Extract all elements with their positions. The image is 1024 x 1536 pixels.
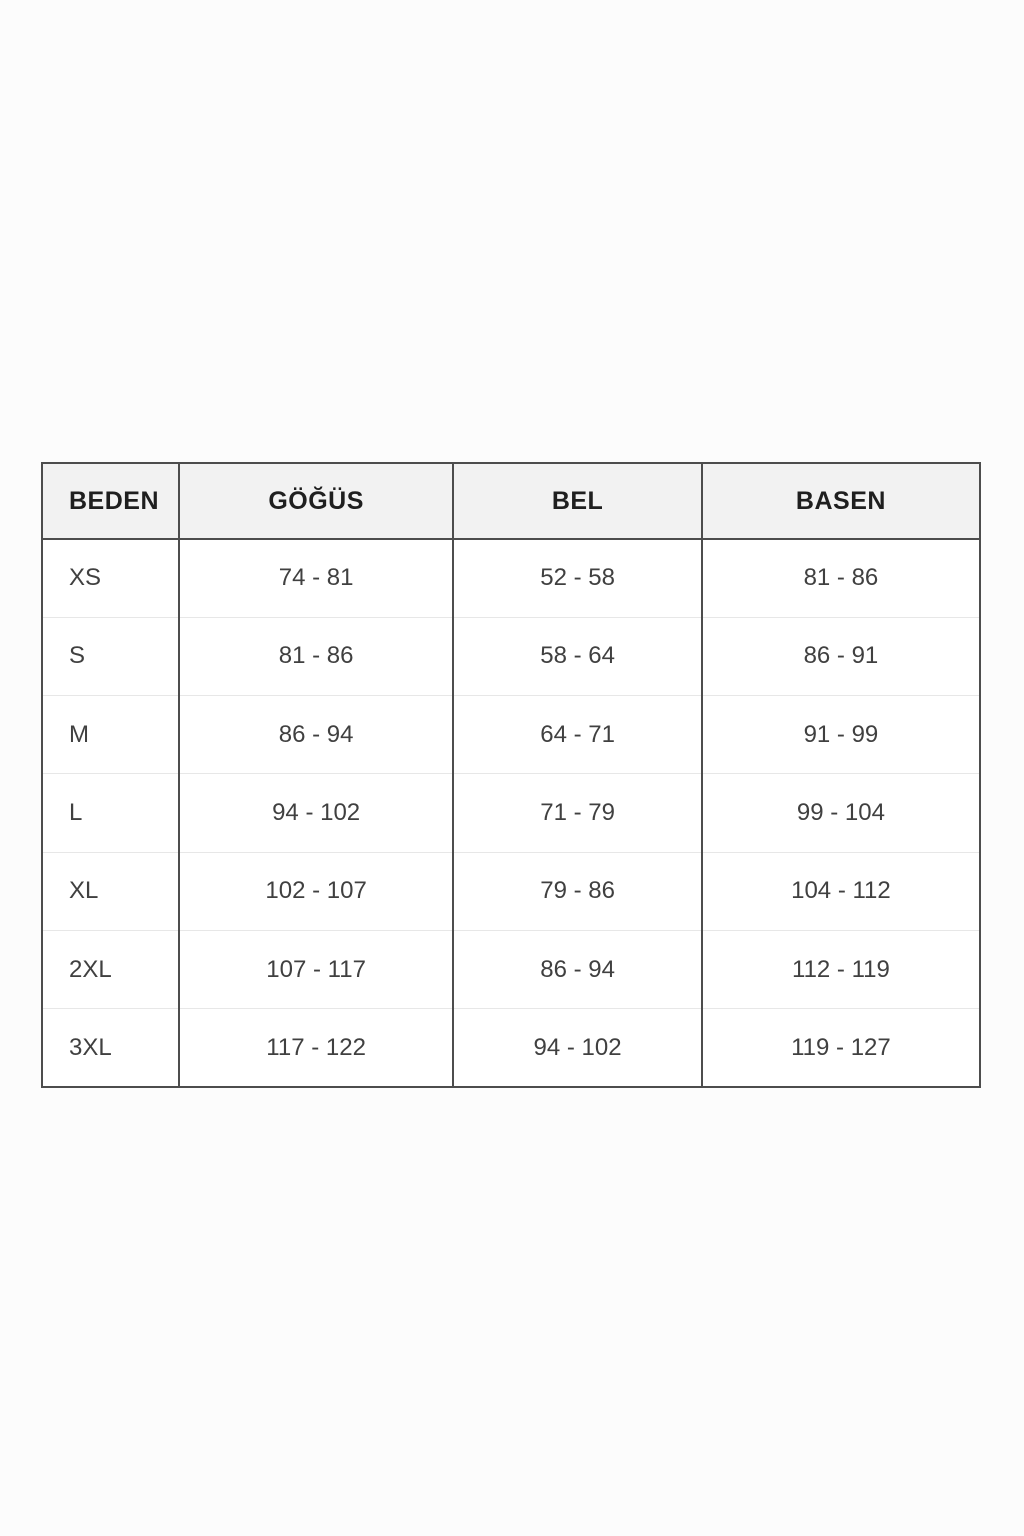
measurement-cell: 74 - 81 (179, 539, 453, 617)
table-row (42, 930, 980, 1008)
table-row (42, 617, 980, 695)
column-header-basen: BASEN (702, 463, 980, 539)
table-row (42, 852, 980, 930)
table-row (42, 539, 980, 617)
size-label-cell: M (42, 696, 179, 774)
measurement-cell: 64 - 71 (453, 696, 702, 774)
measurement-cell: 86 - 94 (453, 930, 702, 1008)
size-label-cell: XS (42, 539, 179, 617)
header-row (42, 463, 980, 539)
measurement-cell: 86 - 94 (179, 696, 453, 774)
size-label-cell: 3XL (69, 1033, 112, 1061)
measurement-cell: 52 - 58 (453, 539, 702, 617)
size-chart-header (42, 463, 980, 539)
measurement-cell: 94 - 102 (179, 774, 453, 852)
measurement-cell: 119 - 127 (702, 1009, 980, 1087)
measurement-cell: 112 - 119 (702, 930, 980, 1008)
table-row (42, 1009, 980, 1087)
measurement-cell: 71 - 79 (453, 774, 702, 852)
column-header-gogus: GÖĞÜS (179, 463, 453, 539)
measurement-cell: 104 - 112 (702, 852, 980, 930)
measurement-cell: 91 - 99 (702, 696, 980, 774)
column-header-beden: BEDEN (42, 463, 179, 539)
size-label-cell: S (42, 617, 179, 695)
table-row (42, 774, 980, 852)
measurement-cell: 81 - 86 (179, 617, 453, 695)
measurement-cell: 81 - 86 (702, 539, 980, 617)
measurement-cell: 94 - 102 (453, 1009, 702, 1087)
size-label-cell: L (42, 774, 179, 852)
table-row (42, 696, 980, 774)
column-header-bel: BEL (453, 463, 702, 539)
measurement-cell: 107 - 117 (179, 930, 453, 1008)
measurement-cell: 117 - 122 (179, 1009, 453, 1087)
size-label-cell: 2XL (42, 930, 179, 1008)
measurement-cell: 99 - 104 (702, 774, 980, 852)
measurement-cell: 79 - 86 (453, 852, 702, 930)
size-chart-table (41, 462, 981, 1088)
measurement-cell: 86 - 91 (702, 617, 980, 695)
size-chart-body (42, 539, 980, 1087)
measurement-cell: 58 - 64 (453, 617, 702, 695)
size-label-cell: XL (42, 852, 179, 930)
measurement-cell: 102 - 107 (179, 852, 453, 930)
